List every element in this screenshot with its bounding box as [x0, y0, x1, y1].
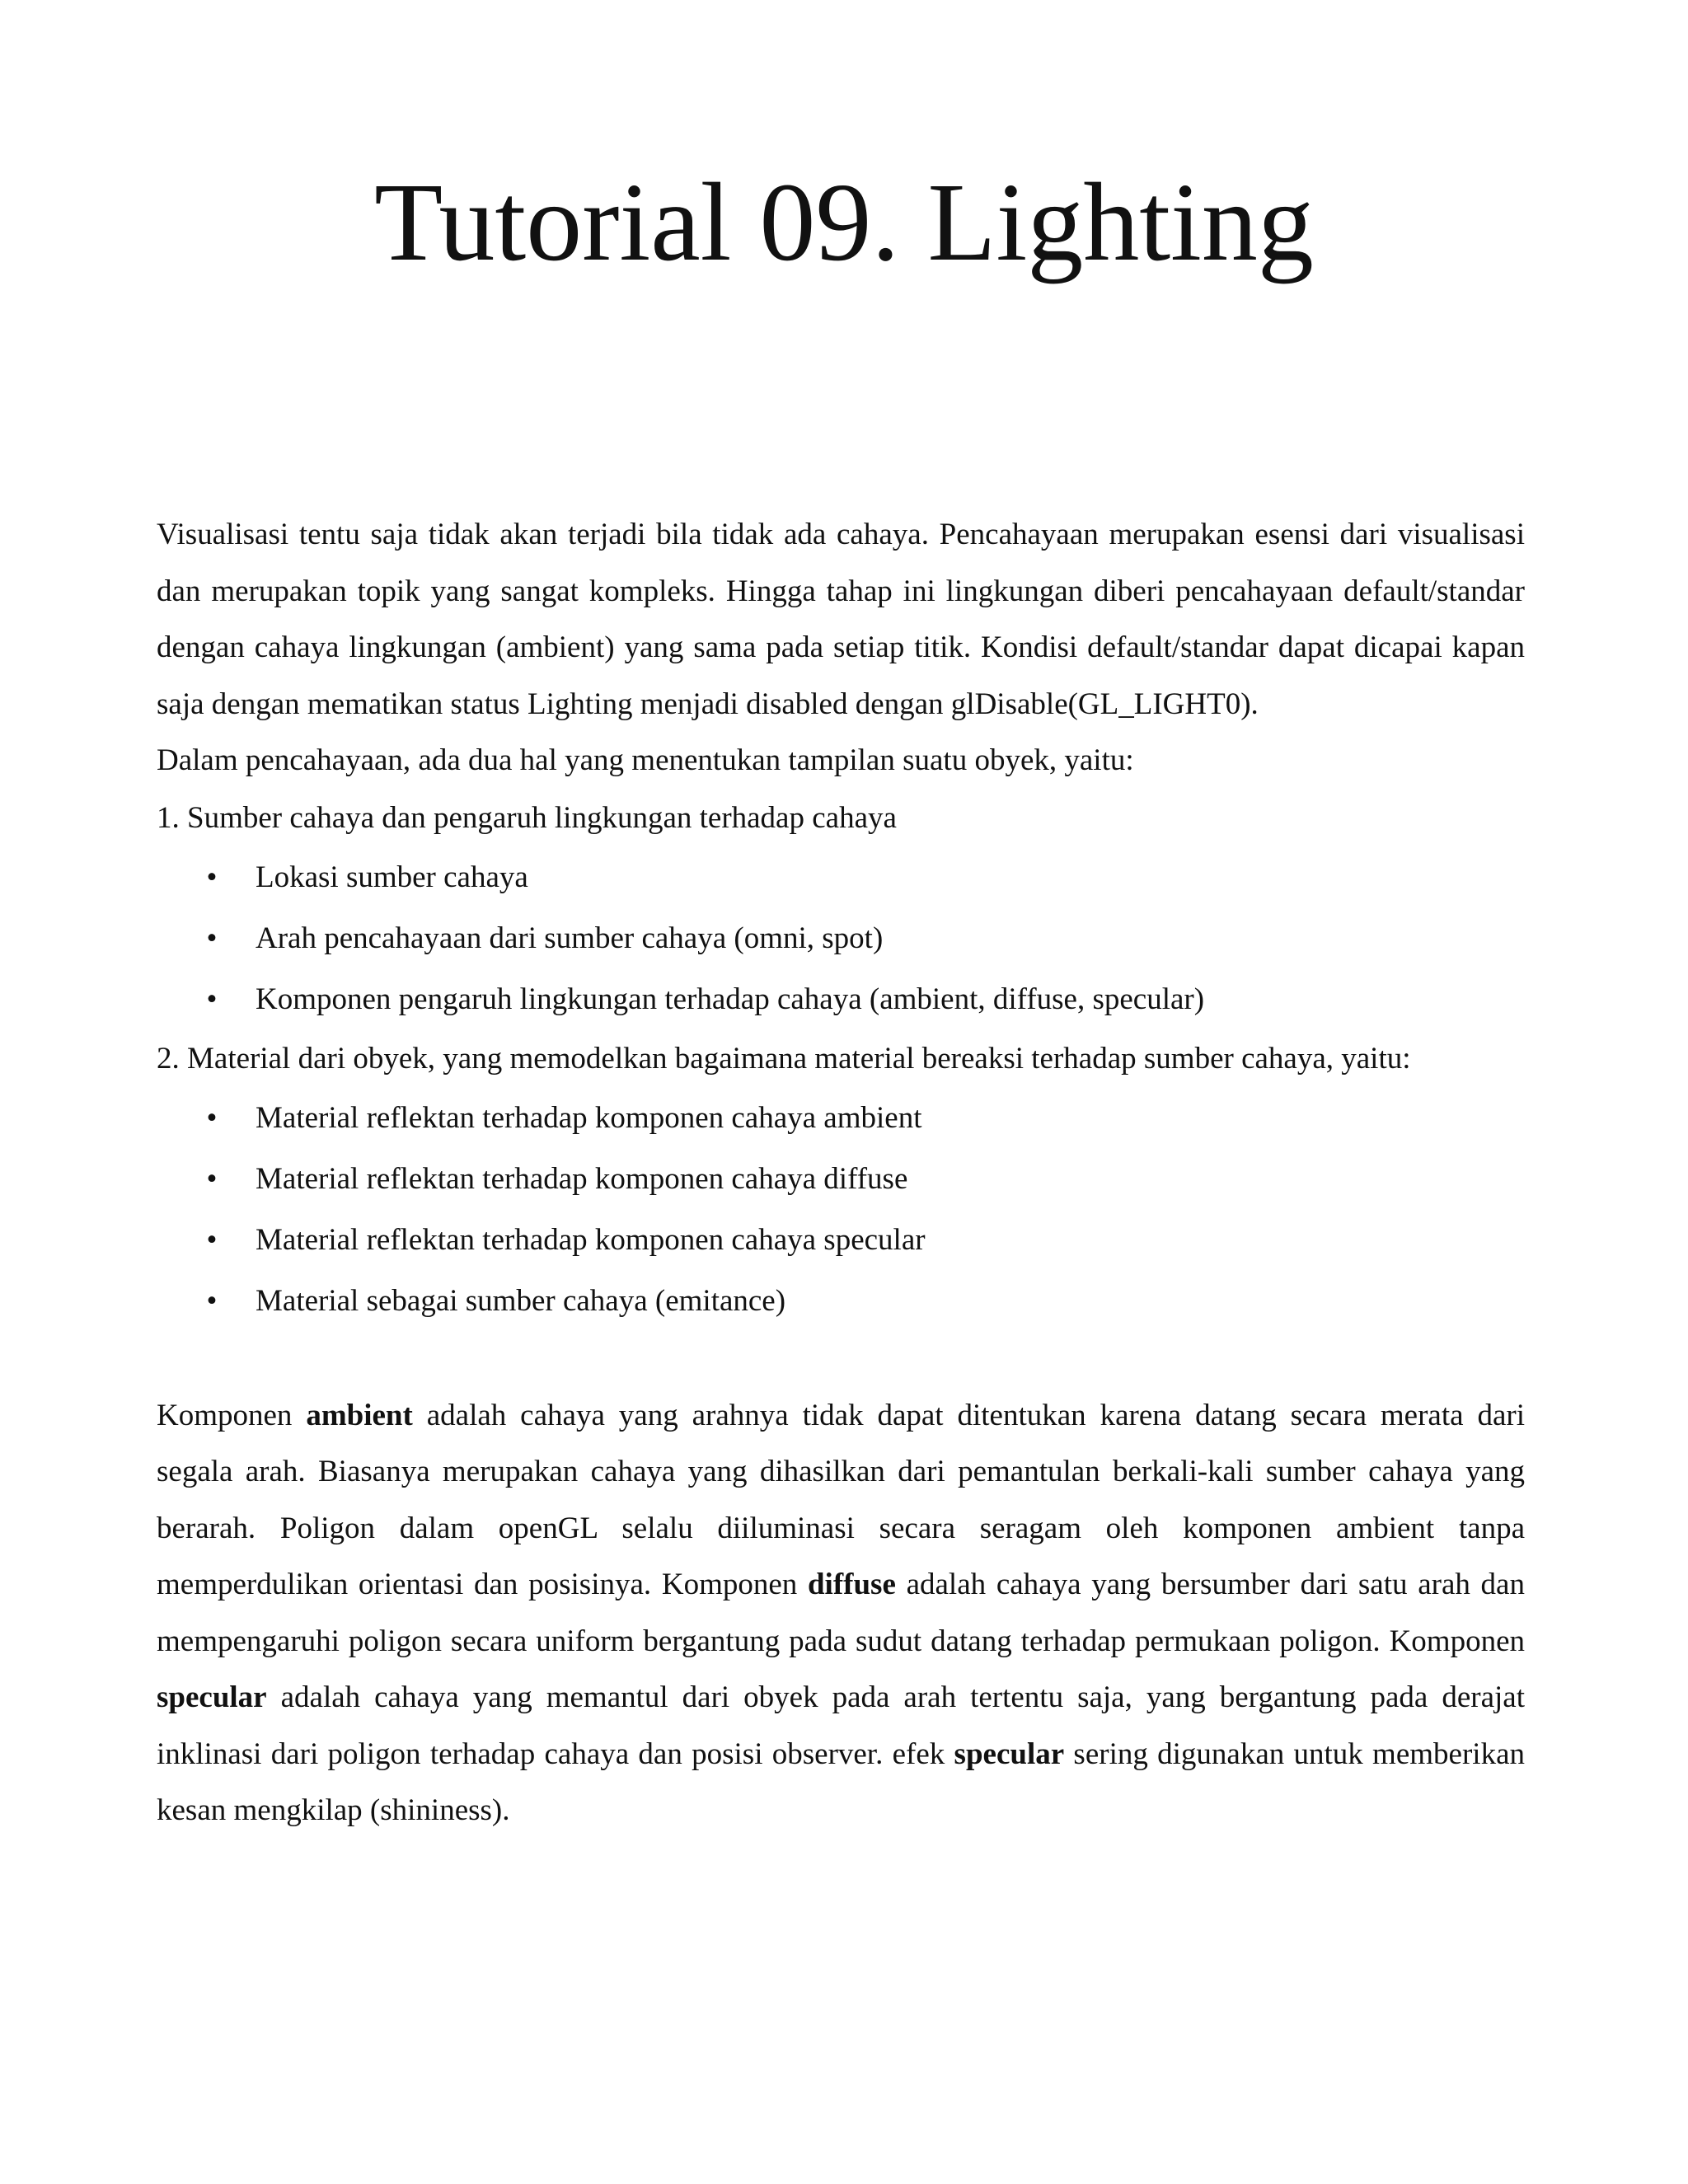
section-2-list	[157, 1088, 1525, 1332]
list-item-text: Material reflektan terhadap komponen cahaya specular	[256, 1222, 926, 1257]
bullet-icon: •	[206, 1161, 218, 1196]
list-item	[157, 908, 1525, 969]
components-text-1: Komponen	[157, 1398, 307, 1432]
list-item	[157, 1271, 1525, 1332]
components-text-2: adalah cahaya yang arahnya tidak dapat ditentukan karena datang secara merata dari segala arah. Biasanya merupakan cahaya yang dihasilkan dari pemantulan berkali-kali sumber cahaya yang berarah. Poligon dalam openGL selalu diiluminasi secara seragam oleh komponen ambient tanpa memperdulikan orientasi dan posisinya. Komponen	[157, 1398, 1525, 1601]
bullet-icon: •	[206, 982, 218, 1016]
term-specular-2: specular	[954, 1736, 1065, 1771]
list-item	[157, 1088, 1525, 1149]
bullet-icon: •	[206, 1222, 218, 1257]
list-item-text: Arah pencahayaan dari sumber cahaya (omni, spot)	[256, 921, 884, 955]
list-item-text: Lokasi sumber cahaya	[256, 860, 528, 894]
list-item-text: Material reflektan terhadap komponen cahaya diffuse	[256, 1161, 908, 1196]
term-diffuse: diffuse	[807, 1568, 896, 1601]
term-specular: specular	[157, 1680, 267, 1714]
components-text-5: sering digunakan untuk memberikan kesan mengkilap (shininess).	[157, 1736, 1525, 1827]
list-item-text: Material sebagai sumber cahaya (emitance)	[256, 1283, 786, 1318]
section-2-heading: 2. Material dari obyek, yang memodelkan bagaimana material bereaksi terhadap sumber cahaya, yaitu:	[157, 1041, 1411, 1076]
bullet-icon: •	[206, 1283, 218, 1318]
intro-paragraph: Visualisasi tentu saja tidak akan terjadi bila tidak ada cahaya. Pencahayaan merupakan esensi dari visualisasi dan merupakan topik yang sangat kompleks. Hingga tahap ini lingkungan diberi pencahayaan default/standar dengan cahaya lingkungan (ambient) yang sama pada setiap titik. Kondisi default/standar dapat dicapai kapan saja dengan mematikan status Lighting menjadi disabled dengan glDisable(GL_LIGHT0).	[157, 518, 1525, 721]
components-text-4: adalah cahaya yang memantul dari obyek pada arah tertentu saja, yang bergantung pada derajat inklinasi dari poligon terhadap cahaya dan posisi observer. efek	[157, 1680, 1525, 1771]
document-body	[157, 507, 1525, 1840]
list-item	[157, 969, 1525, 1030]
list-item	[157, 1149, 1525, 1210]
page-title: Tutorial 09. Lighting	[374, 161, 1314, 284]
list-item-text: Material reflektan terhadap komponen cahaya ambient	[256, 1100, 922, 1135]
bullet-icon: •	[206, 1100, 218, 1135]
list-item	[157, 1210, 1525, 1271]
lead-in-sentence: Dalam pencahayaan, ada dua hal yang menentukan tampilan suatu obyek, yaitu:	[157, 743, 1134, 777]
section-1-list	[157, 847, 1525, 1030]
section-1-heading: 1. Sumber cahaya dan pengaruh lingkungan terhadap cahaya	[157, 800, 897, 835]
list-item	[157, 847, 1525, 908]
bullet-icon: •	[206, 860, 218, 894]
bullet-icon: •	[206, 921, 218, 955]
components-text-3: adalah cahaya yang bersumber dari satu arah dan mempengaruhi poligon secara uniform bergantung pada sudut datang terhadap permukaan poligon. Komponen	[157, 1568, 1525, 1658]
term-ambient: ambient	[306, 1398, 413, 1432]
list-item-text: Komponen pengaruh lingkungan terhadap cahaya (ambient, diffuse, specular)	[256, 982, 1205, 1016]
paragraph-spacer	[157, 1332, 1525, 1388]
components-paragraph	[157, 1388, 1525, 1840]
